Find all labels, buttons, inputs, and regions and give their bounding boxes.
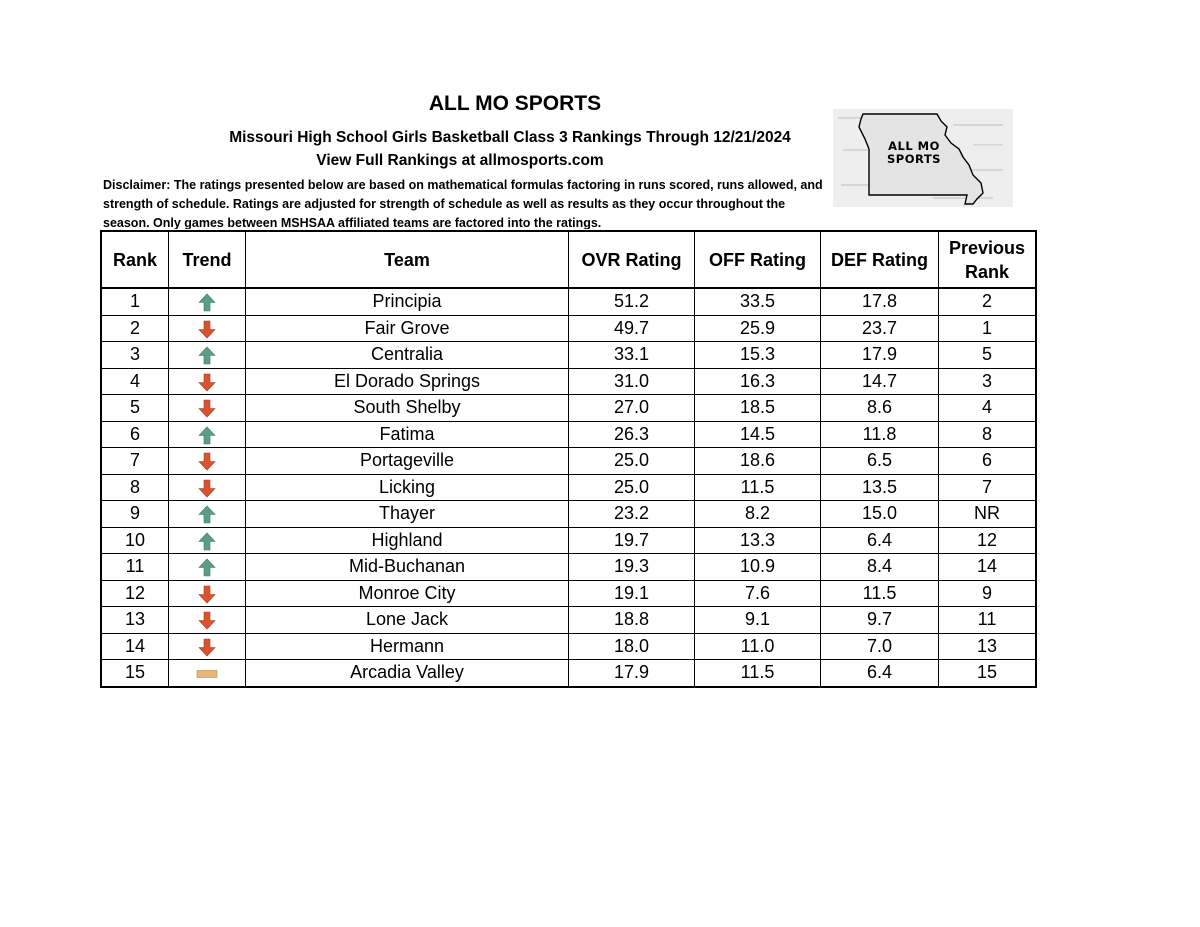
- table-row: [101, 501, 1036, 528]
- trend-cell: [169, 633, 246, 660]
- trend-cell: [169, 288, 246, 315]
- trend-down-arrow-icon: [198, 477, 216, 497]
- header-off-rating: OFF Rating: [695, 231, 821, 288]
- rank-cell: 14: [101, 633, 169, 660]
- previous-rank-cell: 6: [939, 448, 1037, 475]
- previous-rank-cell: NR: [939, 501, 1037, 528]
- previous-rank-cell: 7: [939, 474, 1037, 501]
- ovr-rating-cell: 23.2: [569, 501, 695, 528]
- rank-cell: 13: [101, 607, 169, 634]
- table-row: [101, 368, 1036, 395]
- table-row: [101, 554, 1036, 581]
- team-cell: Lone Jack: [246, 607, 569, 634]
- team-cell: Portageville: [246, 448, 569, 475]
- trend-down-arrow-icon: [198, 609, 216, 629]
- team-cell: Centralia: [246, 342, 569, 369]
- header-trend: Trend: [169, 231, 246, 288]
- team-cell: Principia: [246, 288, 569, 315]
- ovr-rating-cell: 18.0: [569, 633, 695, 660]
- view-full-rankings-text: View Full Rankings at allmosports.com: [316, 152, 604, 169]
- def-rating-cell: 8.4: [821, 554, 939, 581]
- team-cell: Hermann: [246, 633, 569, 660]
- def-rating-cell: 6.4: [821, 527, 939, 554]
- team-cell: Fair Grove: [246, 315, 569, 342]
- ovr-rating-cell: 33.1: [569, 342, 695, 369]
- trend-cell: [169, 448, 246, 475]
- trend-up-arrow-icon: [198, 424, 216, 444]
- header-team: Team: [246, 231, 569, 288]
- off-rating-cell: 11.5: [695, 660, 821, 687]
- all-mo-sports-logo: [833, 109, 1013, 207]
- team-cell: Fatima: [246, 421, 569, 448]
- rank-cell: 12: [101, 580, 169, 607]
- rank-cell: 6: [101, 421, 169, 448]
- ovr-rating-cell: 19.7: [569, 527, 695, 554]
- rank-cell: 4: [101, 368, 169, 395]
- ovr-rating-cell: 25.0: [569, 474, 695, 501]
- header-previous-rank: Previous Rank: [939, 231, 1037, 288]
- rank-cell: 15: [101, 660, 169, 687]
- trend-up-arrow-icon: [198, 344, 216, 364]
- team-cell: Thayer: [246, 501, 569, 528]
- trend-up-arrow-icon: [198, 503, 216, 523]
- team-cell: El Dorado Springs: [246, 368, 569, 395]
- ovr-rating-cell: 51.2: [569, 288, 695, 315]
- trend-down-arrow-icon: [198, 397, 216, 417]
- def-rating-cell: 17.8: [821, 288, 939, 315]
- rank-cell: 7: [101, 448, 169, 475]
- ovr-rating-cell: 49.7: [569, 315, 695, 342]
- off-rating-cell: 18.5: [695, 395, 821, 422]
- ovr-rating-cell: 25.0: [569, 448, 695, 475]
- rank-cell: 10: [101, 527, 169, 554]
- trend-cell: [169, 421, 246, 448]
- previous-rank-cell: 4: [939, 395, 1037, 422]
- trend-down-arrow-icon: [198, 450, 216, 470]
- rank-cell: 11: [101, 554, 169, 581]
- table-row: [101, 448, 1036, 475]
- trend-cell: [169, 474, 246, 501]
- rankings-table: [100, 230, 1037, 688]
- ovr-rating-cell: 18.8: [569, 607, 695, 634]
- table-row: [101, 607, 1036, 634]
- rank-cell: 1: [101, 288, 169, 315]
- previous-rank-cell: 12: [939, 527, 1037, 554]
- def-rating-cell: 14.7: [821, 368, 939, 395]
- ovr-rating-cell: 17.9: [569, 660, 695, 687]
- page-subtitle: Missouri High School Girls Basketball Class 3 Rankings Through 12/21/2024: [229, 129, 791, 146]
- header-rank: Rank: [101, 231, 169, 288]
- def-rating-cell: 11.8: [821, 421, 939, 448]
- team-cell: Monroe City: [246, 580, 569, 607]
- table-row: [101, 633, 1036, 660]
- off-rating-cell: 11.5: [695, 474, 821, 501]
- page-title: ALL MO SPORTS: [428, 92, 602, 115]
- team-cell: Licking: [246, 474, 569, 501]
- trend-down-arrow-icon: [198, 318, 216, 338]
- trend-cell: [169, 368, 246, 395]
- off-rating-cell: 33.5: [695, 288, 821, 315]
- off-rating-cell: 11.0: [695, 633, 821, 660]
- logo-text: ALL MO SPORTS: [887, 139, 941, 166]
- trend-up-arrow-icon: [198, 530, 216, 550]
- trend-cell: [169, 315, 246, 342]
- trend-up-arrow-icon: [198, 556, 216, 576]
- off-rating-cell: 15.3: [695, 342, 821, 369]
- table-row: [101, 342, 1036, 369]
- previous-rank-cell: 3: [939, 368, 1037, 395]
- previous-rank-cell: 1: [939, 315, 1037, 342]
- table-row: [101, 421, 1036, 448]
- trend-down-arrow-icon: [198, 371, 216, 391]
- header-def-rating: DEF Rating: [821, 231, 939, 288]
- off-rating-cell: 14.5: [695, 421, 821, 448]
- table-row: [101, 395, 1036, 422]
- team-cell: South Shelby: [246, 395, 569, 422]
- table-row: [101, 660, 1036, 687]
- previous-rank-cell: 15: [939, 660, 1037, 687]
- off-rating-cell: 18.6: [695, 448, 821, 475]
- def-rating-cell: 15.0: [821, 501, 939, 528]
- ovr-rating-cell: 19.3: [569, 554, 695, 581]
- ovr-rating-cell: 26.3: [569, 421, 695, 448]
- header-ovr-rating: OVR Rating: [569, 231, 695, 288]
- table-row: [101, 288, 1036, 315]
- previous-rank-cell: 14: [939, 554, 1037, 581]
- rank-cell: 2: [101, 315, 169, 342]
- off-rating-cell: 8.2: [695, 501, 821, 528]
- def-rating-cell: 8.6: [821, 395, 939, 422]
- off-rating-cell: 25.9: [695, 315, 821, 342]
- def-rating-cell: 9.7: [821, 607, 939, 634]
- trend-cell: [169, 660, 246, 687]
- ovr-rating-cell: 19.1: [569, 580, 695, 607]
- def-rating-cell: 13.5: [821, 474, 939, 501]
- trend-unchanged-icon: [196, 662, 218, 682]
- rank-cell: 9: [101, 501, 169, 528]
- rank-cell: 3: [101, 342, 169, 369]
- table-row: [101, 580, 1036, 607]
- team-cell: Arcadia Valley: [246, 660, 569, 687]
- previous-rank-cell: 13: [939, 633, 1037, 660]
- rank-cell: 5: [101, 395, 169, 422]
- previous-rank-cell: 9: [939, 580, 1037, 607]
- previous-rank-cell: 8: [939, 421, 1037, 448]
- off-rating-cell: 7.6: [695, 580, 821, 607]
- trend-cell: [169, 580, 246, 607]
- def-rating-cell: 23.7: [821, 315, 939, 342]
- previous-rank-cell: 5: [939, 342, 1037, 369]
- trend-cell: [169, 501, 246, 528]
- off-rating-cell: 9.1: [695, 607, 821, 634]
- def-rating-cell: 6.5: [821, 448, 939, 475]
- table-row: [101, 527, 1036, 554]
- trend-cell: [169, 527, 246, 554]
- trend-cell: [169, 607, 246, 634]
- def-rating-cell: 17.9: [821, 342, 939, 369]
- table-header-row: [101, 231, 1036, 288]
- disclaimer-text: Disclaimer: The ratings presented below are based on mathematical formulas factoring in runs scored, runs allowed, and strength of schedule. Ratings are adjusted for strength of schedule as well as results as they occur throughout the season. Only games between MSHSAA affiliated teams are factored into the ratings.: [103, 178, 823, 229]
- ovr-rating-cell: 31.0: [569, 368, 695, 395]
- team-cell: Highland: [246, 527, 569, 554]
- def-rating-cell: 11.5: [821, 580, 939, 607]
- ovr-rating-cell: 27.0: [569, 395, 695, 422]
- trend-down-arrow-icon: [198, 636, 216, 656]
- table-row: [101, 315, 1036, 342]
- rank-cell: 8: [101, 474, 169, 501]
- trend-down-arrow-icon: [198, 583, 216, 603]
- off-rating-cell: 10.9: [695, 554, 821, 581]
- off-rating-cell: 16.3: [695, 368, 821, 395]
- previous-rank-cell: 11: [939, 607, 1037, 634]
- trend-cell: [169, 554, 246, 581]
- off-rating-cell: 13.3: [695, 527, 821, 554]
- trend-cell: [169, 395, 246, 422]
- table-row: [101, 474, 1036, 501]
- def-rating-cell: 7.0: [821, 633, 939, 660]
- team-cell: Mid-Buchanan: [246, 554, 569, 581]
- trend-cell: [169, 342, 246, 369]
- trend-up-arrow-icon: [198, 291, 216, 311]
- previous-rank-cell: 2: [939, 288, 1037, 315]
- def-rating-cell: 6.4: [821, 660, 939, 687]
